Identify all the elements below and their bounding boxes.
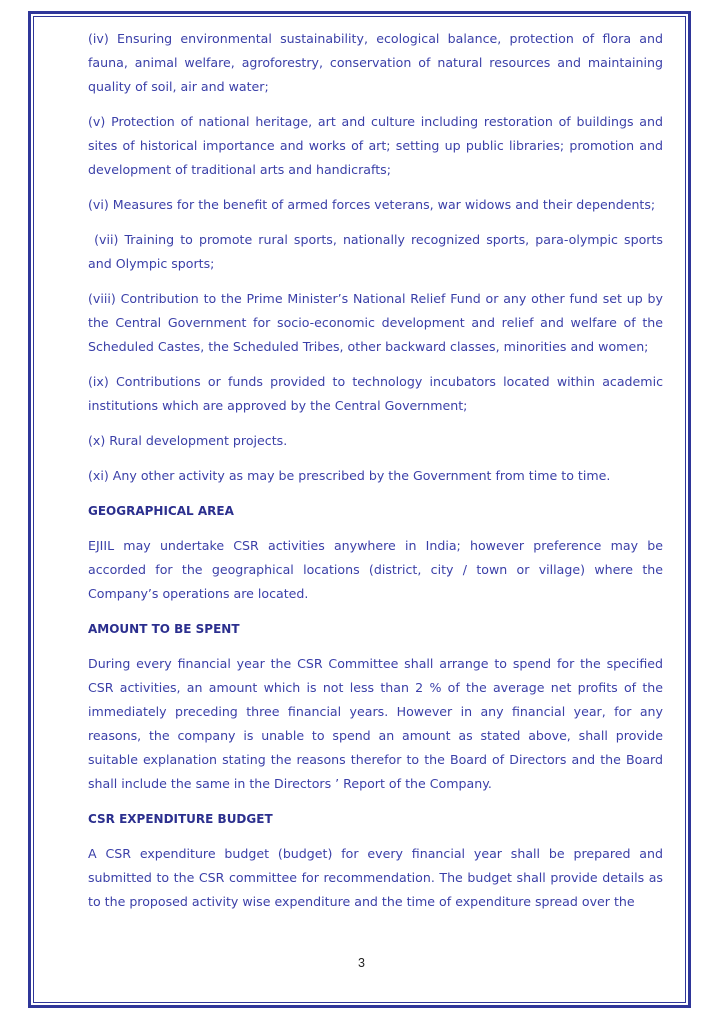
list-item: (iv) Ensuring environmental sustainability, ecological balance, protection of flora and fauna, animal welfare, agroforestry, conservation of natural resources and maintaining quality of soil, air and water; — [88, 31, 663, 94]
section-body-amount-to-be-spent: During every financial year the CSR Committee shall arrange to spend for the specified CSR activities, an amount which is not less than 2 % of the average net profits of the immediately preceding three financial years. However in any financial year, for any reasons, the company is unable to spend an amount as stated above, shall provide suitable explanation stating the reasons therefor to the Board of Directors and the Board shall include the same in the Directors ’ Report of the Company. — [88, 656, 663, 791]
page-number: 3 — [358, 956, 365, 970]
list-item: (vii) Training to promote rural sports, nationally recognized sports, para-olympic sports and Olympic sports; — [88, 232, 668, 271]
list-item: (xi) Any other activity as may be prescribed by the Government from time to time. — [88, 468, 611, 483]
list-item: (vi) Measures for the benefit of armed forces veterans, war widows and their dependents; — [88, 197, 656, 212]
section-body-csr-expenditure-budget: A CSR expenditure budget (budget) for every financial year shall be prepared and submitted to the CSR committee for recommendation. The budget shall provide details as to the proposed activity wise expenditure and the time of expenditure spread over the — [88, 846, 663, 909]
document-body — [88, 27, 668, 914]
list-item: (viii) Contribution to the Prime Minister’s National Relief Fund or any other fund set up by the Central Government for socio-economic development and relief and welfare of the Scheduled Castes, the Scheduled Tribes, other backward classes, minorities and women; — [88, 291, 663, 354]
list-item: (v) Protection of national heritage, art and culture including restoration of buildings and sites of historical importance and works of art; setting up public libraries; promotion and development of traditional arts and handicrafts; — [88, 114, 663, 177]
section-heading-csr-expenditure-budget: CSR EXPENDITURE BUDGET — [88, 812, 273, 826]
section-heading-geographical-area: GEOGRAPHICAL AREA — [88, 504, 234, 518]
section-body-geographical-area: EJIIL may undertake CSR activities anywhere in India; however preference may be accorded for the geographical locations (district, city / town or village) where the Company’s operations are located. — [88, 538, 663, 601]
section-heading-amount-to-be-spent: AMOUNT TO BE SPENT — [88, 622, 240, 636]
list-item: (x) Rural development projects. — [88, 433, 288, 448]
list-item: (ix) Contributions or funds provided to technology incubators located within academic institutions which are approved by the Central Government; — [88, 374, 663, 413]
